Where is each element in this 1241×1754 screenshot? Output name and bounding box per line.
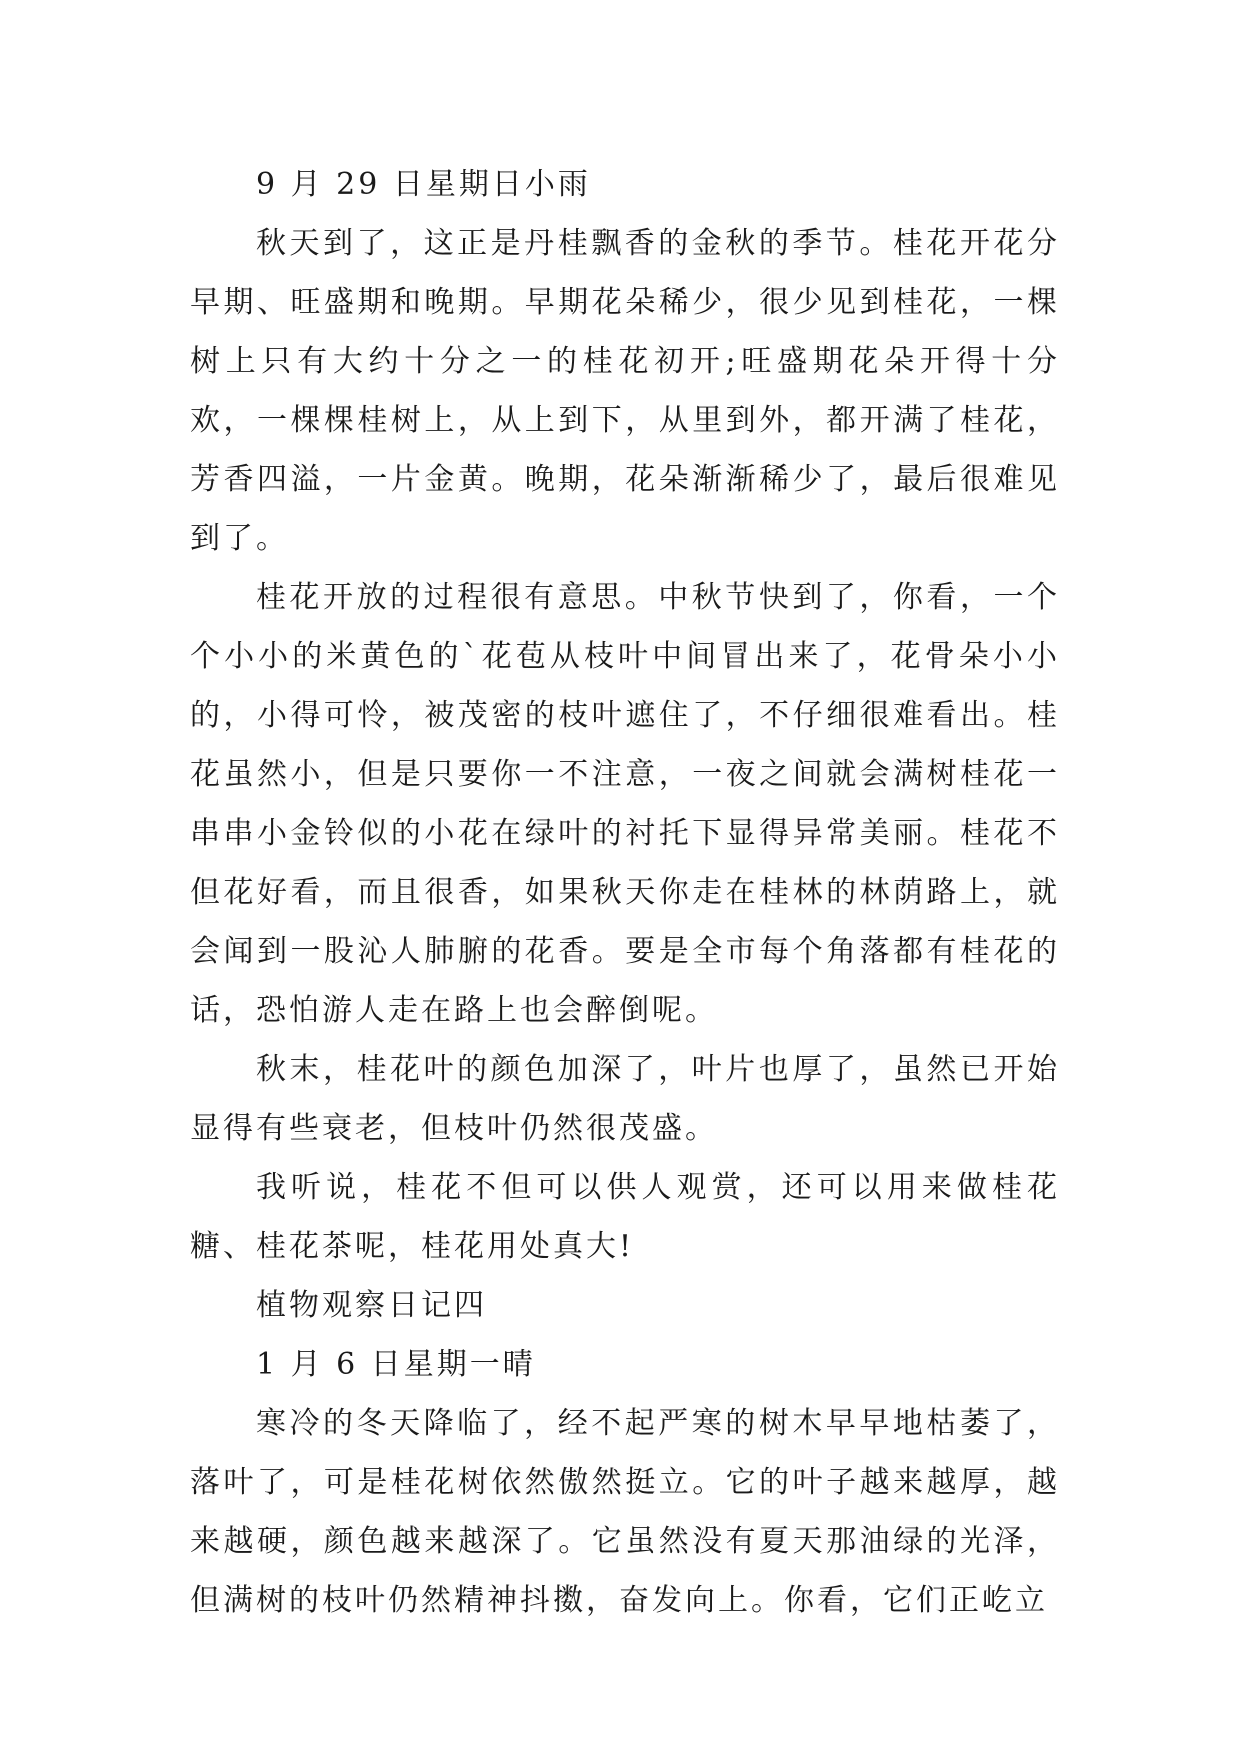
- paragraph-blooming-process: 桂花开放的过程很有意思。中秋节快到了，你看，一个个小小的米黄色的`花苞从枝叶中间冒出来了，花骨朵小小的，小得可怜，被茂密的枝叶遮住了，不仔细很难看出。桂花虽然小，但是只要你一不注意，一夜之间就会满树桂花一串串小金铃似的小花在绿叶的衬托下显得异常美丽。桂花不但花好看，而且很香，如果秋天你走在桂林的林荫路上，就会闻到一股沁人肺腑的花香。要是全市每个角落都有桂花的话，恐怕游人走在路上也会醉倒呢。: [190, 580, 1060, 1028]
- document-body: [190, 155, 1060, 1630]
- date-line-sep-29: 9 月 29 日星期日小雨: [256, 167, 591, 202]
- date-line-jan-6: 1 月 6 日星期一晴: [256, 1347, 536, 1382]
- paragraph-winter: 寒冷的冬天降临了，经不起严寒的树木早早地枯萎了，落叶了，可是桂花树依然傲然挺立。它的叶子越来越厚，越来越硬，颜色越来越深了。它虽然没有夏天那油绿的光泽，但满树的枝叶仍然精神抖擞，奋发向上。你看，它们正屹立: [190, 1406, 1060, 1618]
- paragraph-bloom-stages: 秋天到了，这正是丹桂飘香的金秋的季节。桂花开花分早期、旺盛期和晚期。早期花朵稀少，很少见到桂花，一棵树上只有大约十分之一的桂花初开;旺盛期花朵开得十分欢，一棵棵桂树上，从上到下，从里到外，都开满了桂花，芳香四溢，一片金黄。晚期，花朵渐渐稀少了，最后很难见到了。: [190, 226, 1060, 556]
- paragraph-uses: 我听说，桂花不但可以供人观赏，还可以用来做桂花糖、桂花茶呢，桂花用处真大!: [190, 1170, 1060, 1264]
- diary-section-title: 植物观察日记四: [256, 1288, 487, 1323]
- paragraph-late-autumn: 秋末，桂花叶的颜色加深了，叶片也厚了，虽然已开始显得有些衰老，但枝叶仍然很茂盛。: [190, 1052, 1060, 1146]
